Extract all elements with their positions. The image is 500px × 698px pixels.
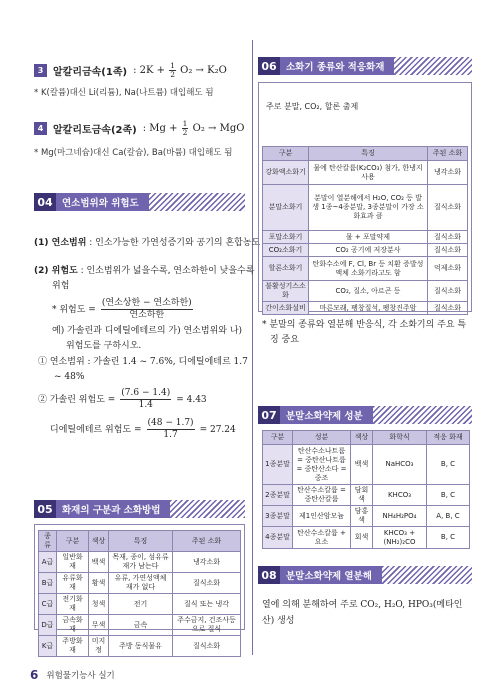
table-row: 불활성기스소화 CO₂, 질소, 아르곤 등 질식소화 xyxy=(263,281,468,302)
section-08-header xyxy=(258,566,472,584)
intro-text: 주로 분말, CO₂, 할론 출제 xyxy=(266,102,359,111)
item-number: 3 xyxy=(34,64,47,77)
answer-2: ② 가솔린 위험도 = $\frac{(7.6 - 1.4)}{1.4}$ = 4.43 xyxy=(38,388,207,410)
sec06-note-1: * 분말의 종류와 열분해 반응식, 각 소화기의 주요 특 xyxy=(262,320,467,330)
section-title: 연소범위와 위험도 xyxy=(56,193,149,211)
answer-1-cont: ~ 48% xyxy=(54,372,85,382)
sec08-text-1: 열에 의해 분해하여 주로 CO₂, H₂O, HPO₃(메타인 xyxy=(262,600,463,610)
section-number: 06 xyxy=(258,57,280,75)
extinguisher-table xyxy=(262,146,468,315)
item-title: 알칼리토금속(2족) xyxy=(53,125,137,136)
section-stripe xyxy=(149,193,245,211)
section-number: 07 xyxy=(258,406,280,424)
page-footer xyxy=(30,668,115,682)
section-06-header xyxy=(258,57,472,75)
table-row: B급 유류화재 황색 유류, 가연성액체 재가 없다 질식소화 xyxy=(39,573,241,594)
col-header: 주된 소화 xyxy=(173,531,241,552)
item-title: 알칼리금속(1족) xyxy=(53,67,128,78)
section-number: 08 xyxy=(258,566,280,584)
item-number: 4 xyxy=(34,122,47,135)
sec08-text-2: 산) 생성 xyxy=(262,616,295,626)
col-header: 색상 xyxy=(351,431,373,445)
col-header: 적응 화재 xyxy=(427,431,470,445)
answer-3: 디에틸에테르 위험도 = $\frac{(48 - 1.7)}{1.7}$ = 27.24 xyxy=(50,418,236,440)
table-row: C급 전기화재 청색 전기 질식 또는 냉각 xyxy=(39,594,241,615)
table-row: 1종분말 탄산수소나트륨 = 중탄산나트륨 = 중탄산소다 = 중조 백색 NaHCO₃ B, C xyxy=(263,445,470,485)
fire-class-table xyxy=(38,530,241,657)
table-row: 2종분말 탄산수소칼륨 = 중탄산칼륨 담회색 KHCO₃ B, C xyxy=(263,485,470,506)
table-row: 할론소화기 탄화수소에 F, Cl, Br 등 치환 증발성액체 소화기라고도 함 억제소화 xyxy=(263,257,468,281)
item-4-note: * Mg(마그네슘)대신 Ca(칼슘), Ba(바륨) 대입해도 됨 xyxy=(34,148,233,158)
item-3-note: * K(칼륨)대신 Li(리튬), Na(나트륨) 대입해도 됨 xyxy=(34,88,214,98)
section-number: 05 xyxy=(34,500,56,518)
table-row: 4종분말 탄산수소칼륨 + 요소 회색 KHCO₃ + (NH₂)₂CO B, C xyxy=(263,527,470,549)
table-row: 분말소화기 분말이 열분해에서 H₂O, CO₂ 등 발생 1종~4종분말, 3종분말이 가장 소화효과 큼 질식소화 xyxy=(263,185,468,231)
table-header-row xyxy=(263,147,468,161)
table-row: 간이소화설비 마른모래, 팽창질석, 팽창진주암 질식소화 xyxy=(263,302,468,315)
col-header: 성분 xyxy=(293,431,351,445)
item-3 xyxy=(34,62,227,79)
section-07-header xyxy=(258,406,472,424)
section-title: 분말소화약제 성분 xyxy=(280,406,373,424)
col-header: 특징 xyxy=(309,147,428,161)
col-header: 구분 xyxy=(263,431,293,445)
col-header: 색상 xyxy=(89,531,109,552)
section-04-header xyxy=(34,193,245,211)
p2: (2) 위험도 : 인소범위가 넓을수록, 연소하한이 낮을수록 xyxy=(34,266,255,276)
page-number: 6 xyxy=(30,668,39,682)
risk-formula: * 위험도 = $\frac{\text{(연소상한 − 연소하한)}}{\text{연소하한}}$ xyxy=(52,298,192,320)
table-row: K급 주방화재 미지정 주방 동식물유 질식소화 xyxy=(39,636,241,657)
col-header: 구분 xyxy=(57,531,89,552)
column-divider xyxy=(252,40,253,655)
book-title: 위험물기능사 실기 xyxy=(46,671,115,681)
section-title: 소화기 종류와 적응화재 xyxy=(280,57,394,75)
section-stripe xyxy=(394,57,472,75)
table-header-row xyxy=(39,531,241,552)
section-stripe xyxy=(382,566,472,584)
col-header: 특징 xyxy=(109,531,173,552)
table-row: D급 금속화재 무색 금속 주수금지, 건조사등으로 질식 xyxy=(39,615,241,636)
item-4 xyxy=(34,120,244,137)
section-number: 04 xyxy=(34,193,56,211)
table-row: 강화액소화기 물에 탄산칼륨(K₂CO₃) 첨가, 한냉지 사용 냉각소화 xyxy=(263,161,468,185)
col-header: 주된 소화 xyxy=(428,147,468,161)
col-header: 화학식 xyxy=(373,431,427,445)
table-row: CO₂소화기 CO₂ 공기에 저장분사 질식소화 xyxy=(263,244,468,257)
table-row: 포말소화기 물 + 포말약제 질식소화 xyxy=(263,231,468,244)
p2-cont: 위험 xyxy=(52,281,70,291)
sec06-note-2: 징 중요 xyxy=(270,335,299,345)
example-line-1: 예) 가솔린과 디에틸에테르의 가) 연소범위와 나) xyxy=(52,326,243,336)
table-header-row xyxy=(263,431,470,445)
section-stripe xyxy=(170,500,245,518)
powder-table xyxy=(262,430,470,549)
section-05-header xyxy=(34,500,245,518)
section-stripe xyxy=(373,406,472,424)
p1: (1) 연소범위 : 인소가능한 가연성증기와 공기의 혼합농도 xyxy=(34,238,261,248)
example-line-2: 위험도를 구하시오. xyxy=(66,341,142,351)
col-header: 구분 xyxy=(263,147,309,161)
section-title: 분말소화약제 열분해 xyxy=(280,566,382,584)
table-row: A급 일반화재 백색 목재, 종이, 섬유류 재가 남는다 냉각소화 xyxy=(39,552,241,573)
section-title: 화재의 구분과 소화방법 xyxy=(56,500,170,518)
answer-1: ① 연소범위 : 가솔린 1.4 ~ 7.6%, 디에틸에테르 1.7 xyxy=(38,357,248,367)
equation: : Mg + $\frac{1}{2}$ O₂ → MgO xyxy=(142,119,245,137)
table-row: 3종분말 제1인산암모늄 담홍색 NH₄H₂PO₄ A, B, C xyxy=(263,506,470,527)
col-header: 종류 xyxy=(39,531,57,552)
equation: : 2K + $\frac{1}{2}$ O₂ → K₂O xyxy=(133,61,227,79)
